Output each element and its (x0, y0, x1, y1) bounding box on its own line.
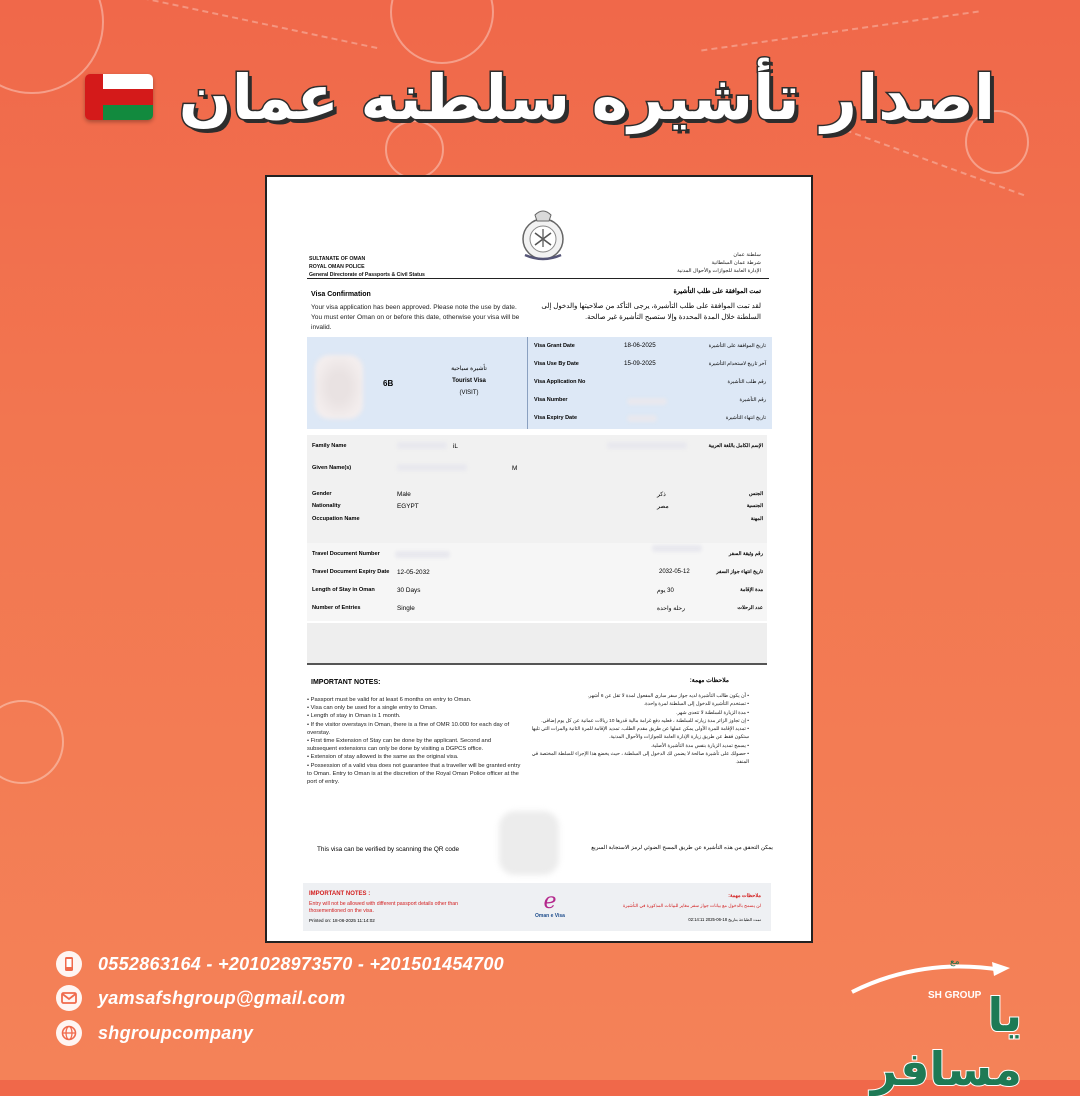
redacted-value (627, 415, 657, 422)
footer-note: Entry will not be allowed with different passport details other than thosementioned on the visa. (309, 901, 458, 914)
visa-row: Visa Application No رقم طلب التأشيرة (534, 379, 766, 385)
footer-note-ar: لن يسمح بالدخول مع بيانات جواز سفر مغاير للبيانات المذكورة في التأشيرة (622, 903, 761, 908)
redacted-value (627, 398, 667, 405)
personal-details-section: Family Name iL الإسم الكامل باللغة العربية Given Name(s) M Gender Male ذكر الجنس Nationality EGYPT مصر الجنسية Occupation Name المهنة (307, 435, 767, 543)
notes-list-ar: • أن يكون طالب التأشيرة لديه جواز سفر ساري المفعول لمدة لا تقل عن 6 أشهر. • تستخدم التأشيرة للدخول إلى السلطنة لمرة واحدة. • مدة الزيارة للسلطنة لا تتعدى شهر. • إن تجاوز الزائر مدة زيارته للسلطنة ، فعليه دفع غرامة مالية قدرها 10 ريالات عمانية عن كل يوم إضافي. • تمديد الإقامة للمرة الأولى يمكن عملها عن طريق مقدم الطلب. تمديد الإقامة للمرة الثانية والمرات التي تليها ستكون فقط عن طريق زيارة الإدارة العامة للجوازات والأحوال المدنية. • يسمح تمديد الزيارة بنفس مدة التأشيرة الأصلية. • حصولك على تأشيرة صالحة لا يضمن لك الدخول إلى السلطنة ، حيث يخضع هذا الإجراء للسلطة المختصة في المنفذ. (531, 694, 749, 766)
contact-email: yamsafshgroup@gmail.com (56, 985, 346, 1011)
header-right: سلطنة عمان شرطة عمان السلطانية الإدارة العامة للجوازات والأحوال المدنية (677, 252, 761, 274)
visa-document (265, 175, 813, 943)
ya-musafir-logo: مع SH GROUP يا مسافر (832, 952, 1022, 1062)
printed-on-ar: تمت الطباعة بتاريخ 18-06-2025 02:14:11 (688, 917, 761, 922)
footer-title-ar: ملاحظات مهمة: (728, 893, 761, 899)
oman-evisa-logo: e Oman e Visa (535, 889, 565, 919)
visa-row: Visa Number رقم التأشيرة (534, 397, 766, 403)
confirmation-title: Visa Confirmation (311, 291, 371, 298)
contact-phone: 0552863164 - +201028973570 - +201501454700 (56, 951, 504, 977)
visa-row: Visa Use By Date 15-09-2025 آخر تاريخ لاستخدام التأشيرة (534, 360, 766, 367)
visa-row: Visa Expiry Date تاريخ انتهاء التأشيرة (534, 415, 766, 421)
headline (0, 52, 1080, 142)
confirmation-text-ar: لقد تمت الموافقة على طلب التأشيرة، يرجى التأكد من صلاحيتها والدخول إلى السلطنة خلال المدة المحددة وإلا ستصبح التأشيرة غير صالحة. (541, 303, 761, 321)
redacted-value (652, 545, 702, 552)
visa-type: تأشيرة سياحية Tourist Visa (VISIT) (451, 366, 487, 396)
confirmation-text: Your visa application has been approved. Please note the use by date. You must enter Oman on or before this date, otherwise your visa will be invalid. (311, 304, 520, 331)
document-footer (303, 883, 771, 931)
header-left: SULTANATE OF OMAN ROYAL OMAN POLICE General Directorate of Passports & Civil Status (309, 256, 425, 278)
redacted-value (395, 551, 450, 558)
notes-title-ar: ملاحظات مهمة: (689, 678, 729, 684)
divider (307, 663, 767, 665)
applicant-photo (315, 355, 363, 419)
globe-icon (56, 1020, 82, 1046)
notes-title: IMPORTANT NOTES: (311, 679, 381, 686)
oman-flag-icon (85, 74, 153, 120)
contact-website: shgroupcompany (56, 1020, 253, 1046)
qr-code (499, 811, 559, 875)
royal-oman-police-emblem-icon (513, 205, 573, 265)
printed-on: Printed on: 18-06-2025 11:14:02 (309, 918, 375, 923)
blank-section (307, 623, 767, 663)
verify-text-ar: يمكن التحقق من هذه التأشيرة عن طريق المسح الضوئي لرمز الاستجابة السريع (591, 845, 773, 851)
redacted-value (397, 442, 447, 449)
redacted-value (397, 464, 467, 471)
redacted-value (607, 442, 687, 449)
headline-text: اصدار تأشيره سلطنه عمان (178, 60, 996, 134)
travel-details-section: Travel Document Number رقم وثيقة السفر Travel Document Expiry Date 12-05-2032 2032-05-12 تاريخ انتهاء جواز السفر Length of Stay in Oman 30 Days 30 يوم مدة الإقامة Number of Entries Single رحلة واحدة عدد الرحلات (307, 543, 767, 621)
visa-code: 6B (383, 379, 394, 388)
email-icon (56, 985, 82, 1011)
footer-title: IMPORTANT NOTES : (309, 891, 371, 897)
divider (307, 278, 769, 279)
notes-list: • Passport must be valid for at least 6 months on entry to Oman. • Visa can only be used for a single entry to Oman. • Length of stay in Oman is 1 month. • If the visitor overstays in Oman, there is a fine of OMR 10.000 for each day of overstay. • First time Extension of Stay can be done by the applicant. Second and subsequent extensions can only be done by visiting a DGPCS office. • Extension of stay allowed is the same as the original visa. • Possession of a valid visa does not guarantee that a traveller will be granted entry to Oman. Entry to Oman is at the discretion of the Royal Oman Police officer at the port of entry. (307, 697, 521, 786)
verify-text: This visa can be verified by scanning the QR code (317, 846, 460, 853)
confirmation-title-ar: تمت الموافقة على طلب التأشيرة (673, 288, 761, 295)
visa-row: Visa Grant Date 18-06-2025 تاريخ الموافقة على التأشيرة (534, 342, 766, 349)
phone-icon (56, 951, 82, 977)
